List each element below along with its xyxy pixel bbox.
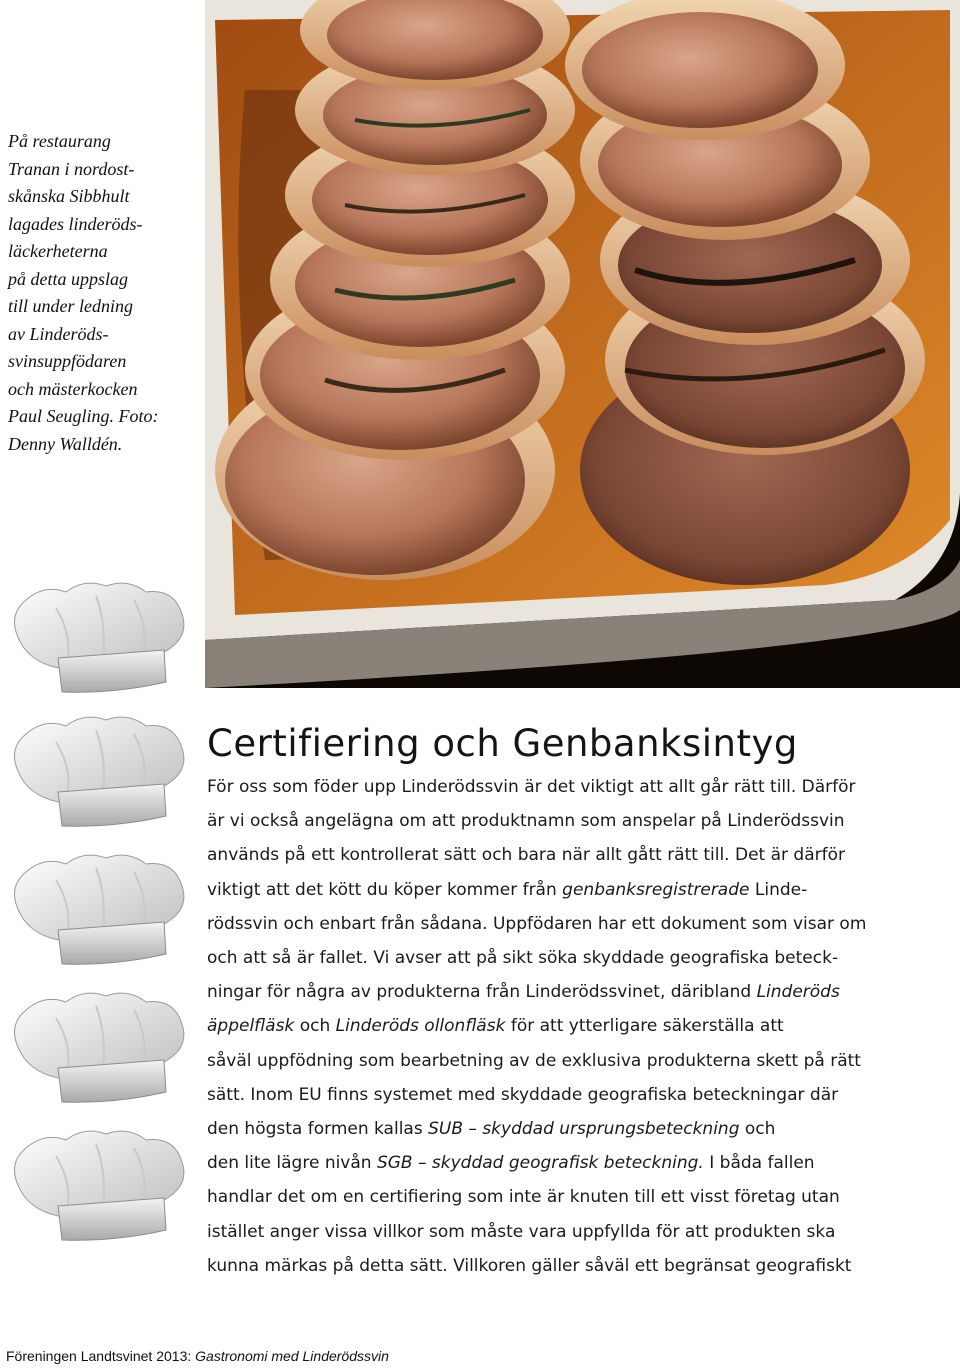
body-run: och [739,1119,776,1140]
caption-line: svinsuppfödaren [8,351,127,371]
body-italic-run: genbanksregistrerade [562,879,750,900]
article-heading: Certifiering och Genbanksintyg [207,722,798,765]
body-line [207,1112,907,1146]
body-line [207,1180,907,1214]
body-run: I båda fallen [703,1153,815,1174]
body-run: är vi också angelägna om att produktnamn som anspelar på Linderödssvin [207,811,845,832]
body-run: och [294,1016,336,1037]
body-run: för att ytterligare säkerställa att [505,1016,784,1037]
body-line [207,804,907,838]
body-line [207,1215,907,1249]
body-line [207,1146,907,1180]
body-line [207,770,907,804]
body-line [207,873,907,907]
caption-line: Tranan i nordost- [8,158,135,179]
food-photo [205,0,960,688]
caption-line: läckerheterna [8,241,108,261]
chef-hat-icon [4,850,190,972]
body-run: Linde- [749,879,808,900]
body-run: handlar det om en certifiering som inte är knuten till ett visst företag utan [207,1187,840,1208]
body-italic-run: SUB – skyddad ursprungsbeteckning [428,1119,740,1140]
caption-line: skånska Sibbhult [8,186,130,206]
body-run: den högsta formen kallas [207,1119,429,1140]
body-line [207,907,907,941]
body-run: sätt. Inom EU finns systemet med skyddade geografiska beteckningar där [207,1084,839,1105]
footer-title: Gastronomi med Linderödssvin [195,1348,389,1364]
body-run: och att så är fallet. Vi avser att på sikt söka skyddade geografiska beteck- [207,948,839,969]
footer-prefix: Föreningen Landtsvinet 2013: [6,1348,196,1364]
chef-hat-icon [4,712,190,834]
body-italic-run: SGB – skyddad geografisk beteckning. [376,1153,704,1174]
caption-line: och mästerkocken [8,378,138,399]
body-run: rödssvin och enbart från sådana. Uppfödaren har ett dokument som visar om [207,913,867,934]
body-run: används på ett kontrollerat sätt och bara när allt gått rätt till. Det är därför [207,845,845,866]
chef-hat-icon [4,1126,190,1248]
body-run: ningar för några av produkterna från Linderödssvinet, däribland [207,982,757,1003]
page-footer [6,1348,389,1364]
caption-line: Denny Walldén. [8,433,123,454]
body-line [207,1078,907,1112]
body-run: istället anger vissa villkor som måste vara uppfyllda för att produkten ska [207,1221,836,1242]
body-line [207,975,907,1009]
body-italic-run: äppelfläsk [207,1016,295,1037]
caption-line: till under ledning [8,296,133,316]
body-line [207,1249,907,1283]
body-italic-run: Linderöds [756,982,840,1003]
caption-line: lagades linderöds- [8,213,143,234]
chef-hat-icon [4,578,190,700]
body-line [207,941,907,975]
body-run: den lite lägre nivån [207,1153,377,1174]
body-line [207,838,907,872]
body-run: viktigt att det kött du köper kommer från [207,879,563,900]
article-body [207,770,907,1283]
body-run: såväl uppfödning som bearbetning av de exklusiva produkterna skett på rätt [207,1050,861,1071]
body-line [207,1044,907,1078]
body-line [207,1009,907,1043]
caption-line: Paul Seugling. Foto: [8,406,159,426]
caption-line: av Linderöds- [8,323,109,344]
caption-line: På restaurang [8,131,111,151]
chef-hat-icon [4,988,190,1110]
body-run: kunna märkas på detta sätt. Villkoren gäller såväl ett begränsat geografiskt [207,1255,852,1276]
body-run: För oss som föder upp Linderödssvin är det viktigt att allt går rätt till. Därför [207,777,856,797]
photo-caption [8,128,198,458]
caption-line: på detta uppslag [8,268,128,289]
body-italic-run: Linderöds ollonfläsk [335,1016,506,1037]
